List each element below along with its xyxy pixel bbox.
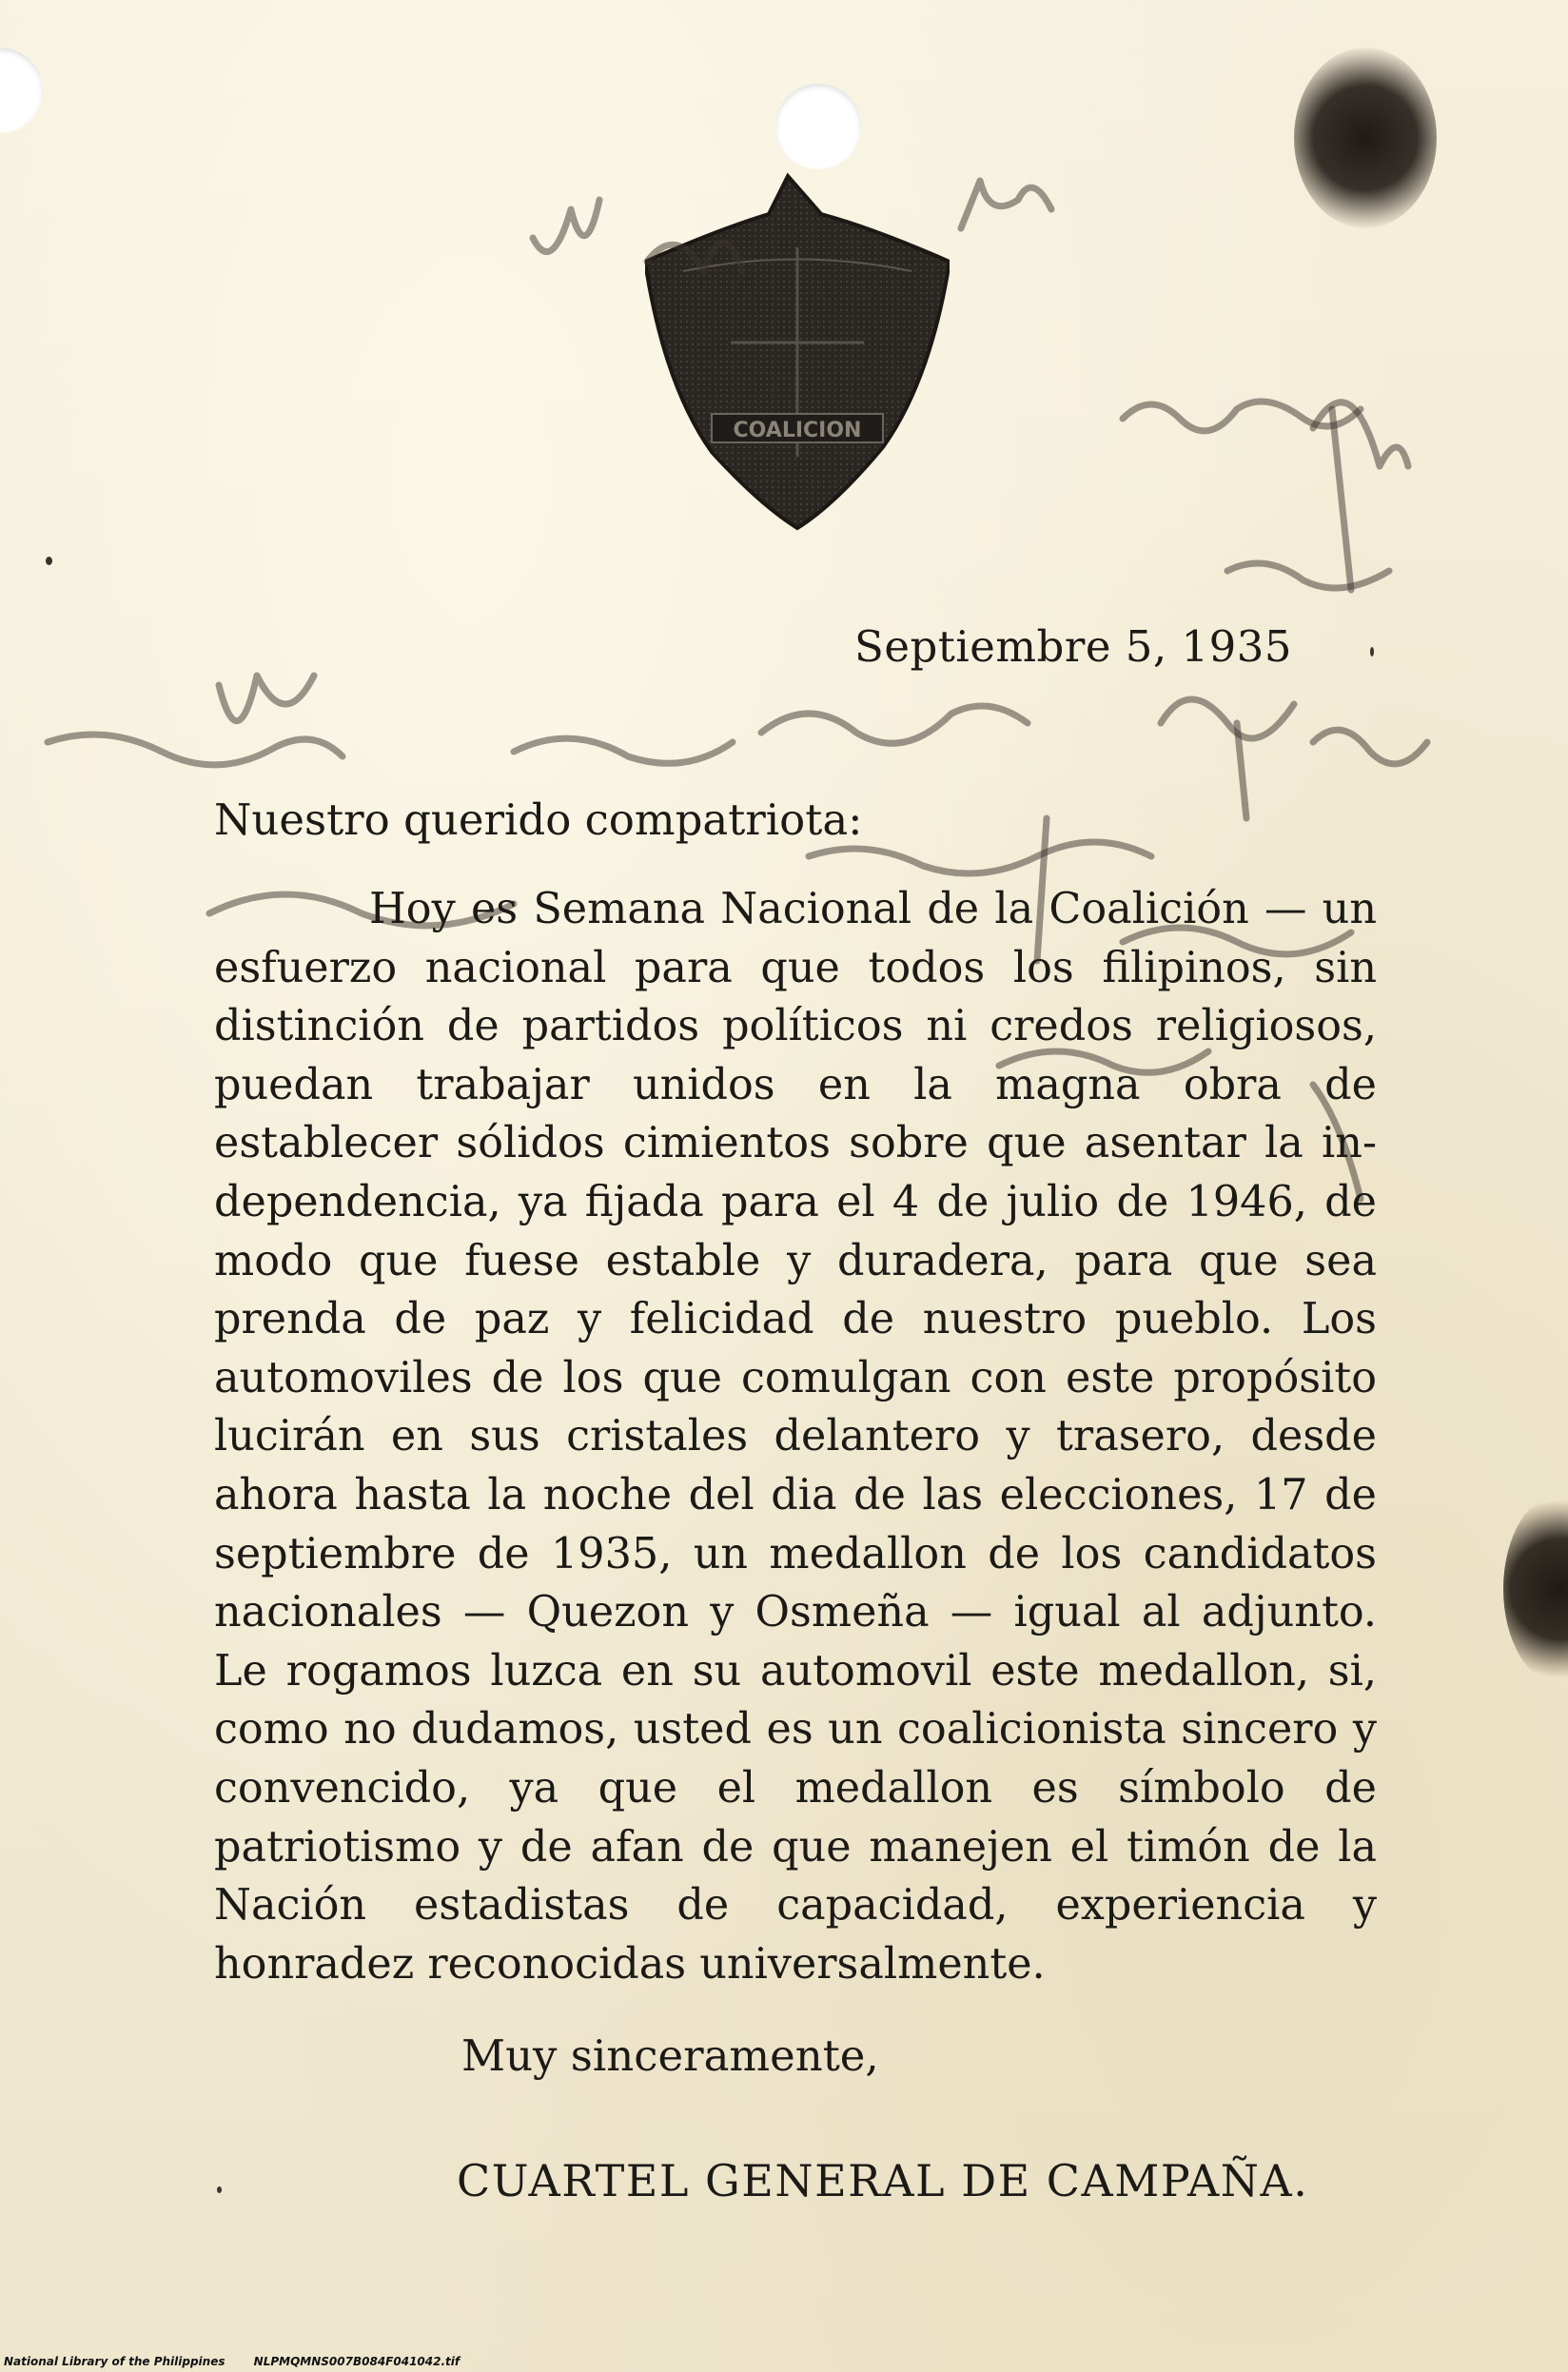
annotation-stroke [1227,563,1389,588]
letter-closing: Muy sinceramente, [461,2030,879,2081]
letter-body: Hoy es Semana Nacional de la Coalición — un esfuerzo nacional para que todos los filipinos, sin distinción de partidos políticos ni credos religiosos, puedan trabajar unidos en la magna obra de establecer sólidos cimientos sobre que asentar la independencia, ya fijada para el 4 de julio de 1946, de modo que fuese estable y duradera, para que sea prenda de paz y felicidad de nuestro pueblo. Los automoviles de los que comulgan con este propósito lucirán en sus cristales delantero y trasero, desde ahora hasta la noche del dia de las elecciones, 17 de septiembre de 1935, un medallon de los candidatos nacionales — Quezon y Osmeña — igual al adjunto. Le rogamos luzca en su automovil este medallon, si, como no dudamos, usted es un coalicionista sincero y convencido, ya que el medallon es símbolo de patriotismo y de afan de que manejen el timón de la Nación estadistas de capacidad, experiencia y honradez reconocidas universalmente. [214,885,1377,1989]
annotation-stroke [48,735,343,765]
letter-signature: CUARTEL GENERAL DE CAMPAÑA. [457,2155,1309,2206]
emblem-label: COALICION [733,419,862,442]
annotation-stroke [961,181,1051,228]
paper-speck [217,2186,222,2193]
paper-speck [46,557,52,565]
annotation-stroke [533,200,599,252]
annotation-stroke [647,243,742,271]
annotation-stroke [761,706,1028,743]
annotation-stroke [1332,409,1351,590]
archive-name: National Library of the Philippines [4,2355,225,2368]
annotation-stroke [1313,730,1427,764]
archive-footer [4,2355,460,2368]
annotation-stroke [809,842,1151,873]
annotation-stroke [514,738,733,763]
annotation-stroke [1313,402,1408,466]
letter-date: Septiembre 5, 1935 [854,621,1293,672]
annotation-stroke [1161,699,1294,738]
annotation-stroke [219,676,314,721]
paper-speck [1370,647,1374,657]
letter-salutation: Nuestro querido compatriota: [214,794,863,845]
archive-filename: NLPMQMNS007B084F041042.tif [253,2355,461,2368]
